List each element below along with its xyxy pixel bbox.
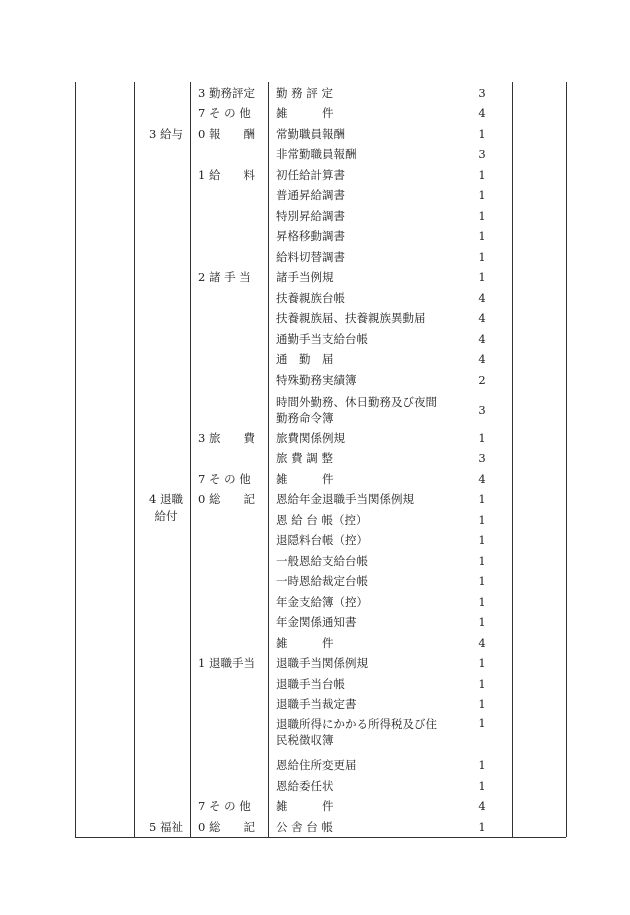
document-title: 特別昇給調書 (276, 209, 345, 223)
retention-class: 1 (478, 229, 486, 243)
document-title: 勤 務 評 定 (276, 86, 333, 100)
document-title: 年金支給簿（控） (276, 595, 368, 609)
retention-class: 4 (478, 636, 486, 650)
retention-class: 1 (478, 656, 486, 670)
subcategory-label: 1 給 料 (198, 168, 255, 182)
category-label: 3 給与 (149, 127, 183, 141)
retention-class: 1 (478, 595, 486, 609)
document-title: 非常勤職員報酬 (276, 147, 357, 161)
retention-class: 4 (478, 472, 486, 486)
retention-class: 1 (478, 758, 486, 772)
document-title: 雑 件 (276, 799, 334, 813)
retention-class: 1 (478, 492, 486, 506)
subcategory-label: 1 退職手当 (198, 656, 255, 670)
document-title: 通 勤 届 (276, 352, 334, 366)
column-divider-1 (134, 82, 135, 837)
category-label-line2: 給付 (154, 509, 178, 523)
column-divider-2 (190, 82, 191, 837)
document-title: 公 舎 台 帳 (276, 820, 333, 834)
retention-class: 1 (478, 188, 486, 202)
document-title: 諸手当例規 (276, 270, 334, 284)
retention-class: 1 (478, 615, 486, 629)
document-title: 年金関係通知書 (276, 615, 357, 629)
document-title: 扶養親族台帳 (276, 291, 345, 305)
document-title: 雑 件 (276, 106, 334, 120)
subcategory-label: 0 総 記 (198, 492, 255, 506)
document-title: 昇格移動調書 (276, 229, 345, 243)
retention-class: 1 (478, 431, 486, 445)
table-right-border (566, 82, 567, 837)
retention-class: 1 (478, 209, 486, 223)
document-title: 旅費関係例規 (276, 431, 345, 445)
retention-class: 1 (478, 250, 486, 264)
retention-class: 1 (478, 168, 486, 182)
table-left-border (75, 82, 76, 837)
subcategory-label: 7 そ の 他 (198, 472, 251, 486)
document-title: 扶養親族届、扶養親族異動届 (276, 311, 426, 325)
retention-class: 4 (478, 291, 486, 305)
retention-class: 1 (478, 127, 486, 141)
document-title: 退職所得にかかる所得税及び住民税徴収簿 (276, 717, 437, 747)
document-title: 恩給委任状 (276, 779, 334, 793)
retention-class: 4 (478, 799, 486, 813)
document-title: 雑 件 (276, 472, 334, 486)
retention-class: 3 (478, 86, 486, 100)
retention-class: 4 (478, 311, 486, 325)
retention-class: 3 (478, 403, 486, 417)
document-title: 雑 件 (276, 636, 334, 650)
subcategory-label: 7 そ の 他 (198, 799, 251, 813)
retention-class: 3 (478, 451, 486, 465)
subcategory-label: 2 諸 手 当 (198, 270, 251, 284)
document-title: 恩給住所変更届 (276, 758, 357, 772)
document-title: 退隠料台帳（控） (276, 533, 368, 547)
document-title: 一般恩給支給台帳 (276, 554, 368, 568)
subcategory-label: 0 報 酬 (198, 127, 255, 141)
document-title: 恩 給 台 帳（控） (276, 513, 368, 527)
retention-class: 3 (478, 147, 486, 161)
retention-class: 4 (478, 332, 486, 346)
column-divider-3 (268, 82, 269, 837)
document-title: 退職手当関係例規 (276, 656, 368, 670)
retention-class: 1 (478, 779, 486, 793)
document-title: 通勤手当支給台帳 (276, 332, 368, 346)
document-title: 普通昇給調書 (276, 188, 345, 202)
retention-class: 4 (478, 106, 486, 120)
subcategory-label: 0 総 記 (198, 820, 255, 834)
retention-class: 1 (478, 533, 486, 547)
retention-class: 1 (478, 697, 486, 711)
retention-class: 2 (478, 373, 486, 387)
retention-class: 1 (478, 820, 486, 834)
retention-class: 1 (478, 554, 486, 568)
retention-class: 1 (478, 513, 486, 527)
retention-class: 1 (478, 574, 486, 588)
table-bottom-border (75, 837, 566, 838)
subcategory-label: 3 勤務評定 (198, 86, 255, 100)
category-label: 5 福祉 (149, 820, 183, 834)
document-title: 旅 費 調 整 (276, 451, 333, 465)
document-title: 退職手当台帳 (276, 677, 345, 691)
document-title: 給料切替調書 (276, 250, 345, 264)
document-title: 常勤職員報酬 (276, 127, 345, 141)
retention-class: 1 (478, 677, 486, 691)
document-title: 特殊勤務実績簿 (276, 373, 357, 387)
retention-class: 4 (478, 352, 486, 366)
document-title: 恩給年金退職手当関係例規 (276, 492, 414, 506)
subcategory-label: 3 旅 費 (198, 431, 255, 445)
retention-class: 1 (478, 270, 486, 284)
document-title: 一時恩給裁定台帳 (276, 574, 368, 588)
document-title: 初任給計算書 (276, 168, 345, 182)
category-label: 4 退職 (149, 492, 183, 506)
document-title: 時間外勤務、休日勤務及び夜間勤務命令簿 (276, 395, 437, 425)
column-divider-4 (512, 82, 513, 837)
subcategory-label: 7 そ の 他 (198, 106, 251, 120)
document-title: 退職手当裁定書 (276, 697, 357, 711)
retention-class: 1 (478, 716, 486, 730)
